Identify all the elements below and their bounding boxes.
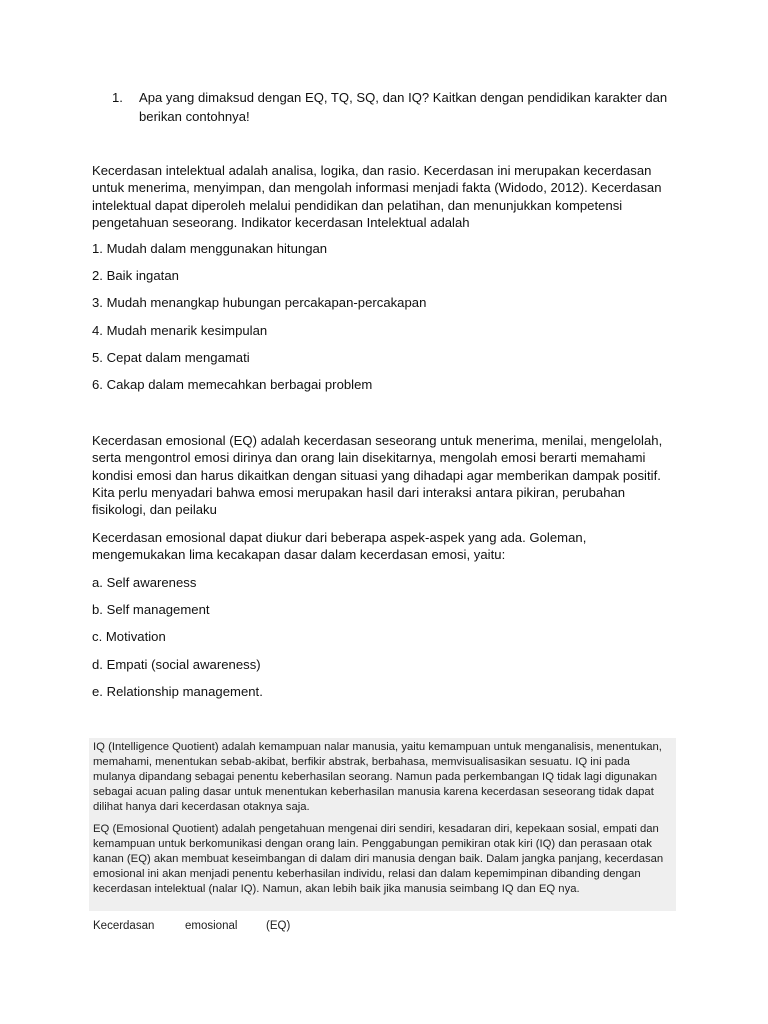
iq-indicator-6: 6. Cakap dalam memecahkan berbagai problem <box>92 377 373 392</box>
iq-indicator-2: 2. Baik ingatan <box>92 268 179 283</box>
footer-word-1: Kecerdasan <box>93 920 155 932</box>
iq-indicator-1: 1. Mudah dalam menggunakan hitungan <box>92 241 328 256</box>
eq-aspect-d: d. Empati (social awareness) <box>92 657 261 672</box>
footer-word-2: emosional <box>185 920 238 932</box>
iq-indicator-4: 4. Mudah menarik kesimpulan <box>92 323 268 338</box>
eq-aspects-intro: Kecerdasan emosional dapat diukur dari beberapa aspek-aspek yang ada. Goleman, mengemukakan lima kecakapan dasar dalam kecerdasan emosi, yaitu: <box>92 530 587 563</box>
question-item <box>112 88 672 126</box>
iq-indicator-5: 5. Cepat dalam mengamati <box>92 350 250 365</box>
eq-aspect-a: a. Self awareness <box>92 575 197 590</box>
eq-aspect-b: b. Self management <box>92 602 210 617</box>
question-number: 1. <box>112 90 123 105</box>
shaded-eq-paragraph: EQ (Emosional Quotient) adalah pengetahuan mengenai diri sendiri, kesadaran diri, kepekaan sosial, empati dan kemampuan untuk berkomunikasi dengan orang lain. Penggabungan pemikiran otak kiri (IQ) dan perasaan otak kanan (EQ) akan membuat keseimbangan di dalam diri manusia dengan baik. Dalam jangka panjang, kecerdasan emosional ini akan menjadi penentu keberhasilan individu, relasi dan dalam kepemimpinan dibanding dengan kecerdasan intelektual (nalar IQ). Namun, akan lebih baik jika manusia seimbang IQ dan EQ nya. <box>93 823 664 896</box>
shaded-iq-paragraph: IQ (Intelligence Quotient) adalah kemampuan nalar manusia, yaitu kemampuan untuk menganalisis, menentukan, memahami, menentukan sebab-akibat, berfikir abstrak, berbahasa, memvisualisasikan sesuatu. IQ ini pada mulanya dipandang sebagai penentu keberhasilan seorang. Namun pada perkembangan IQ tidak lagi digunakan sebagai acuan paling dasar untuk menentukan keberhasilan manusia karena kecerdasan seseorang tidak dapat dilihat hanya dari kecerdasan otaknya saja. <box>93 741 662 814</box>
footer-word-3: (EQ) <box>266 920 291 932</box>
eq-intro-paragraph: Kecerdasan emosional (EQ) adalah kecerdasan seseorang untuk menerima, menilai, mengelolah, serta mengontrol emosi dirinya dan orang lain disekitarnya, mengolah emosi berarti memahami kondisi emosi dan harus dikaitkan dengan situasi yang dihadapi agar memberikan dampak positif. Kita perlu menyadari bahwa emosi merupakan hasil dari interaksi antara pikiran, perubahan fisikologi, dan peilaku <box>92 433 663 518</box>
iq-indicator-3: 3. Mudah menangkap hubungan percakapan-percakapan <box>92 295 427 310</box>
iq-intro-paragraph: Kecerdasan intelektual adalah analisa, logika, dan rasio. Kecerdasan ini merupakan kecerdasan untuk menerima, menyimpan, dan mengolah informasi menjadi fakta (Widodo, 2012). Kecerdasan intelektual dapat diperoleh melalui pendidikan dan pelatihan, dan menunjukkan kompetensi pengetahuan seseorang. Indikator kecerdasan Intelektual adalah <box>92 163 662 230</box>
question-text: Apa yang dimaksud dengan EQ, TQ, SQ, dan IQ? Kaitkan dengan pendidikan karakter dan berikan contohnya! <box>139 90 668 124</box>
eq-aspect-e: e. Relationship management. <box>92 684 263 699</box>
eq-aspect-c: c. Motivation <box>92 629 166 644</box>
